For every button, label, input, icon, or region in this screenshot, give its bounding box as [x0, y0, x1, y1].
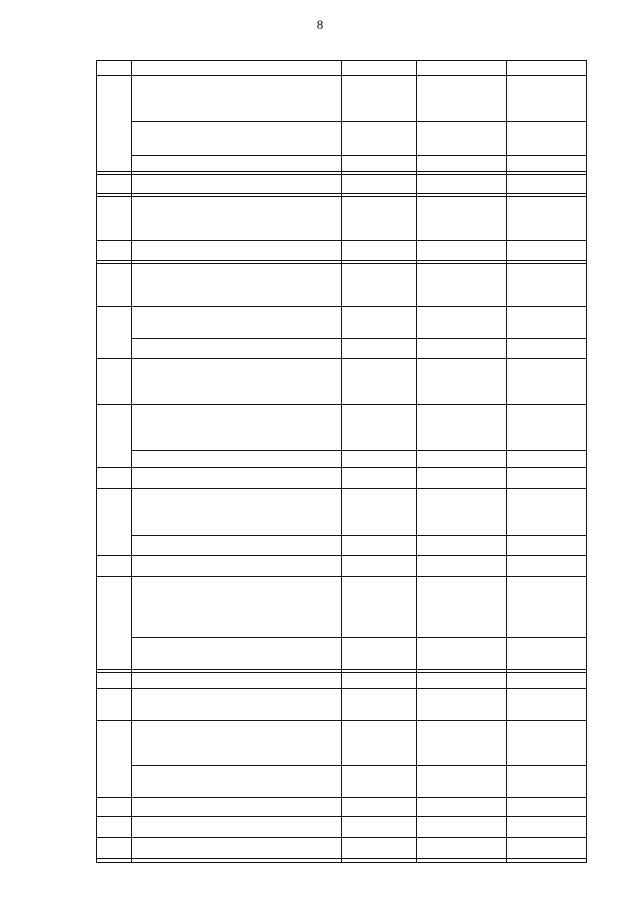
- row-rule: [96, 555, 586, 556]
- header-rule: [96, 75, 586, 76]
- table-vertical-rule: [586, 60, 587, 863]
- page-number: 8: [316, 17, 324, 32]
- table-vertical-rule: [341, 60, 342, 863]
- row-rule: [96, 260, 586, 261]
- row-rule: [96, 688, 586, 689]
- table-vertical-rule: [506, 60, 507, 863]
- row-rule: [96, 576, 586, 577]
- row-rule: [96, 240, 586, 241]
- row-rule: [131, 535, 586, 536]
- row-rule: [96, 358, 586, 359]
- table-top-rule: [96, 60, 586, 61]
- row-rule: [131, 338, 586, 339]
- row-rule: [96, 174, 586, 175]
- row-rule: [96, 669, 586, 670]
- row-rule: [96, 404, 586, 405]
- row-rule: [96, 672, 586, 673]
- row-rule: [96, 171, 586, 172]
- row-rule: [96, 467, 586, 468]
- row-rule: [96, 193, 586, 194]
- row-rule: [131, 155, 586, 156]
- row-rule: [131, 637, 586, 638]
- table-vertical-rule: [131, 60, 132, 863]
- coefficients-table: [96, 60, 586, 863]
- row-rule: [96, 720, 586, 721]
- row-rule: [96, 196, 586, 197]
- row-rule: [96, 816, 586, 817]
- row-rule: [96, 306, 586, 307]
- table-vertical-rule: [416, 60, 417, 863]
- row-rule: [96, 263, 586, 264]
- table-bottom-rule: [96, 862, 586, 863]
- row-rule: [96, 488, 586, 489]
- row-rule: [131, 450, 586, 451]
- row-rule: [96, 837, 586, 838]
- row-rule: [96, 797, 586, 798]
- row-rule: [131, 121, 586, 122]
- row-rule: [131, 765, 586, 766]
- row-rule: [96, 858, 586, 859]
- table-vertical-rule: [96, 60, 97, 863]
